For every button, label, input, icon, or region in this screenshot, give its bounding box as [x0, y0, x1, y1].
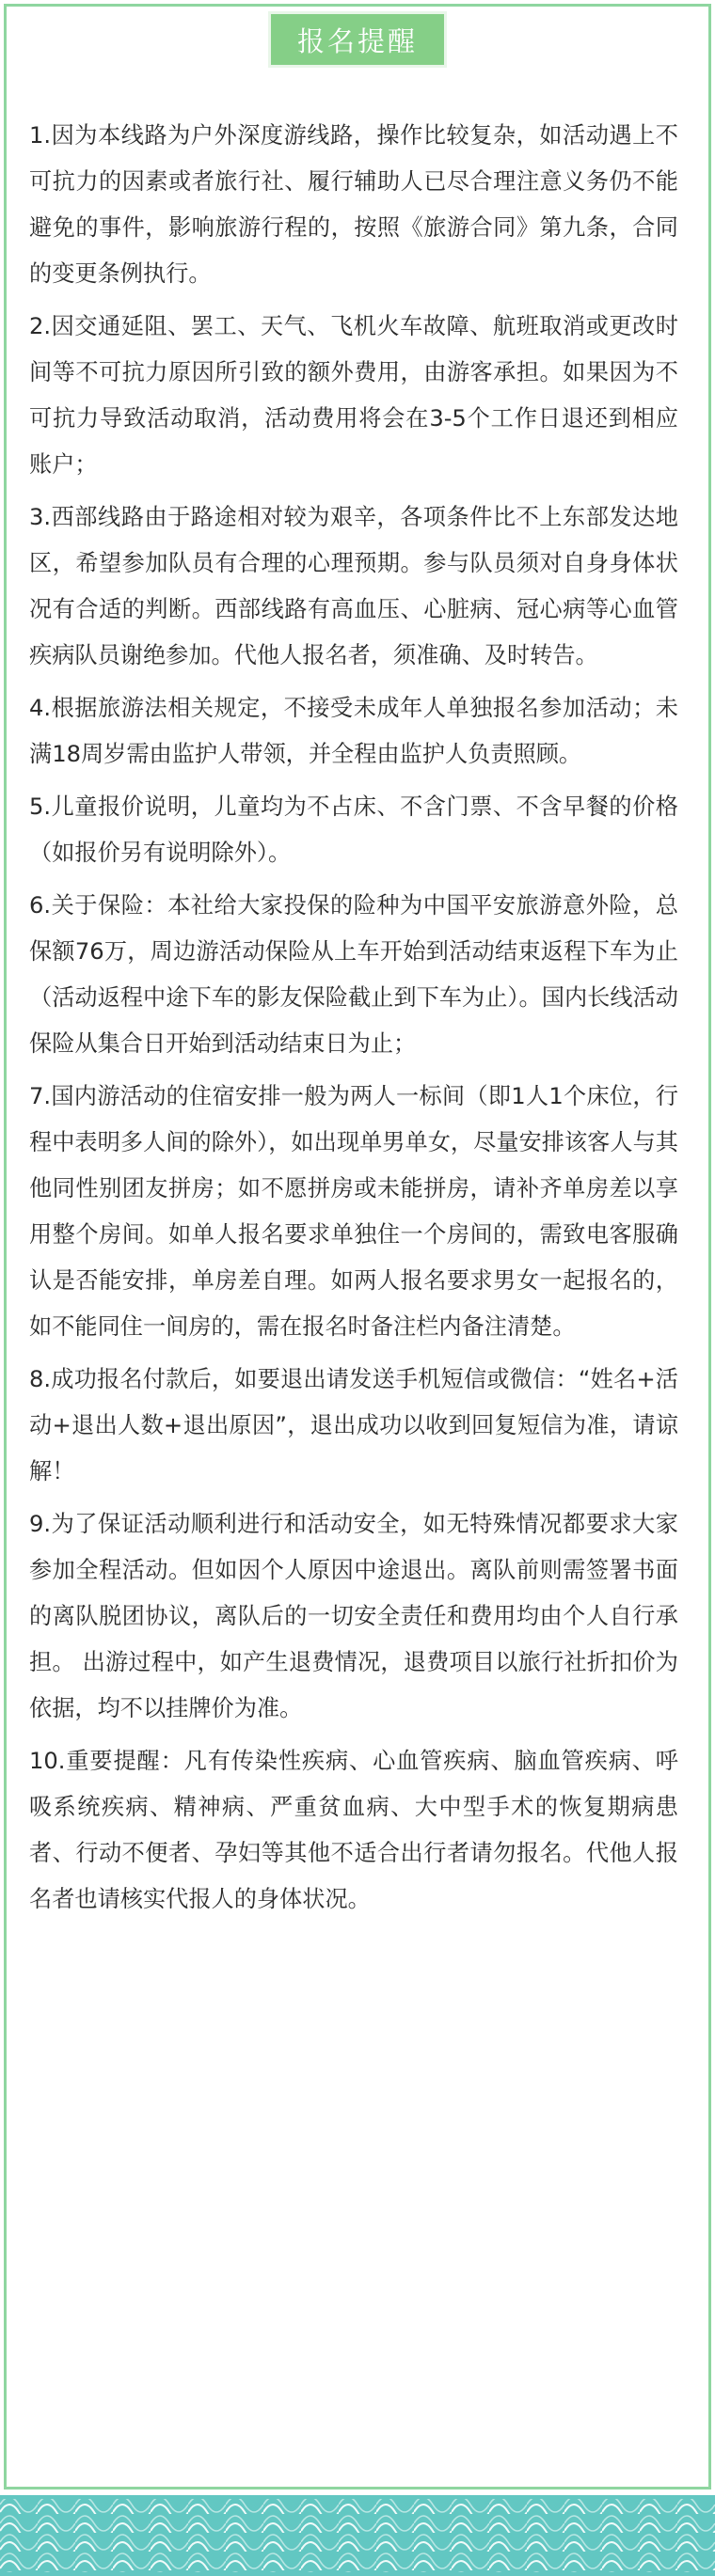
decorative-wave-footer [0, 2495, 715, 2576]
notice-item-3: 3.西部线路由于路途相对较为艰辛，各项条件比不上东部发达地区，希望参加队员有合理的心理预期。参与队员须对自身身体状况有合适的判断。西部线路有高血压、心脏病、冠心病等心血管疾病队员谢绝参加。代他人报名者，须准确、及时转告。 [29, 504, 678, 668]
notice-item-8: 8.成功报名付款后，如要退出请发送手机短信或微信：“姓名+活动+退出人数+退出原因”，退出成功以收到回复短信为准，请谅解！ [29, 1366, 678, 1484]
notice-item-9: 9.为了保证活动顺利进行和活动安全，如无特殊情况都要求大家参加全程活动。但如因个人原因中途退出。离队前则需签署书面的离队脱团协议，离队后的一切安全责任和费用均由个人自行承担。 出游过程中，如产生退费情况，退费项目以旅行社折扣价为依据，均不以挂牌价为准。 [29, 1511, 678, 1721]
notice-content [29, 113, 678, 1929]
notice-item-6: 6.关于保险：本社给大家投保的险种为中国平安旅游意外险，总保额76万，周边游活动保险从上车开始到活动结束返程下车为止（活动返程中途下车的影友保险截止到下车为止）。国内长线活动保险从集合日开始到活动结束日为止； [29, 892, 678, 1057]
notice-item-2: 2.因交通延阻、罢工、天气、飞机火车故障、航班取消或更改时间等不可抗力原因所引致的额外费用，由游客承担。如果因为不可抗力导致活动取消，活动费用将会在3-5个工作日退还到相应账户； [29, 313, 678, 478]
notice-item-4: 4.根据旅游法相关规定，不接受未成年人单独报名参加活动；未满18周岁需由监护人带领，并全程由监护人负责照顾。 [29, 695, 678, 767]
notice-item-1: 1.因为本线路为户外深度游线路，操作比较复杂，如活动遇上不可抗力的因素或者旅行社、履行辅助人已尽合理注意义务仍不能避免的事件，影响旅游行程的，按照《旅游合同》第九条，合同的变更条例执行。 [29, 122, 678, 287]
notice-item-10: 10.重要提醒：凡有传染性疾病、心血管疾病、脑血管疾病、呼吸系统疾病、精神病、严重贫血病、大中型手术的恢复期病患者、行动不便者、孕妇等其他不适合出行者请勿报名。代他人报名者也请核实代报人的身体状况。 [29, 1748, 678, 1912]
wave-pattern-icon [0, 2495, 715, 2576]
notice-item-5: 5.儿童报价说明，儿童均为不占床、不含门票、不含早餐的价格（如报价另有说明除外）。 [29, 793, 678, 866]
notice-item-7: 7.国内游活动的住宿安排一般为两人一标间（即1人1个床位，行程中表明多人间的除外），如出现单男单女，尽量安排该客人与其他同性别团友拼房；如不愿拼房或未能拼房，请补齐单房差以享用整个房间。如单人报名要求单独住一个房间的，需致电客服确认是否能安排，单房差自理。如两人报名要求男女一起报名的，如不能同住一间房的，需在报名时备注栏内备注清楚。 [29, 1083, 678, 1340]
page-title: 报名提醒 [271, 14, 444, 65]
